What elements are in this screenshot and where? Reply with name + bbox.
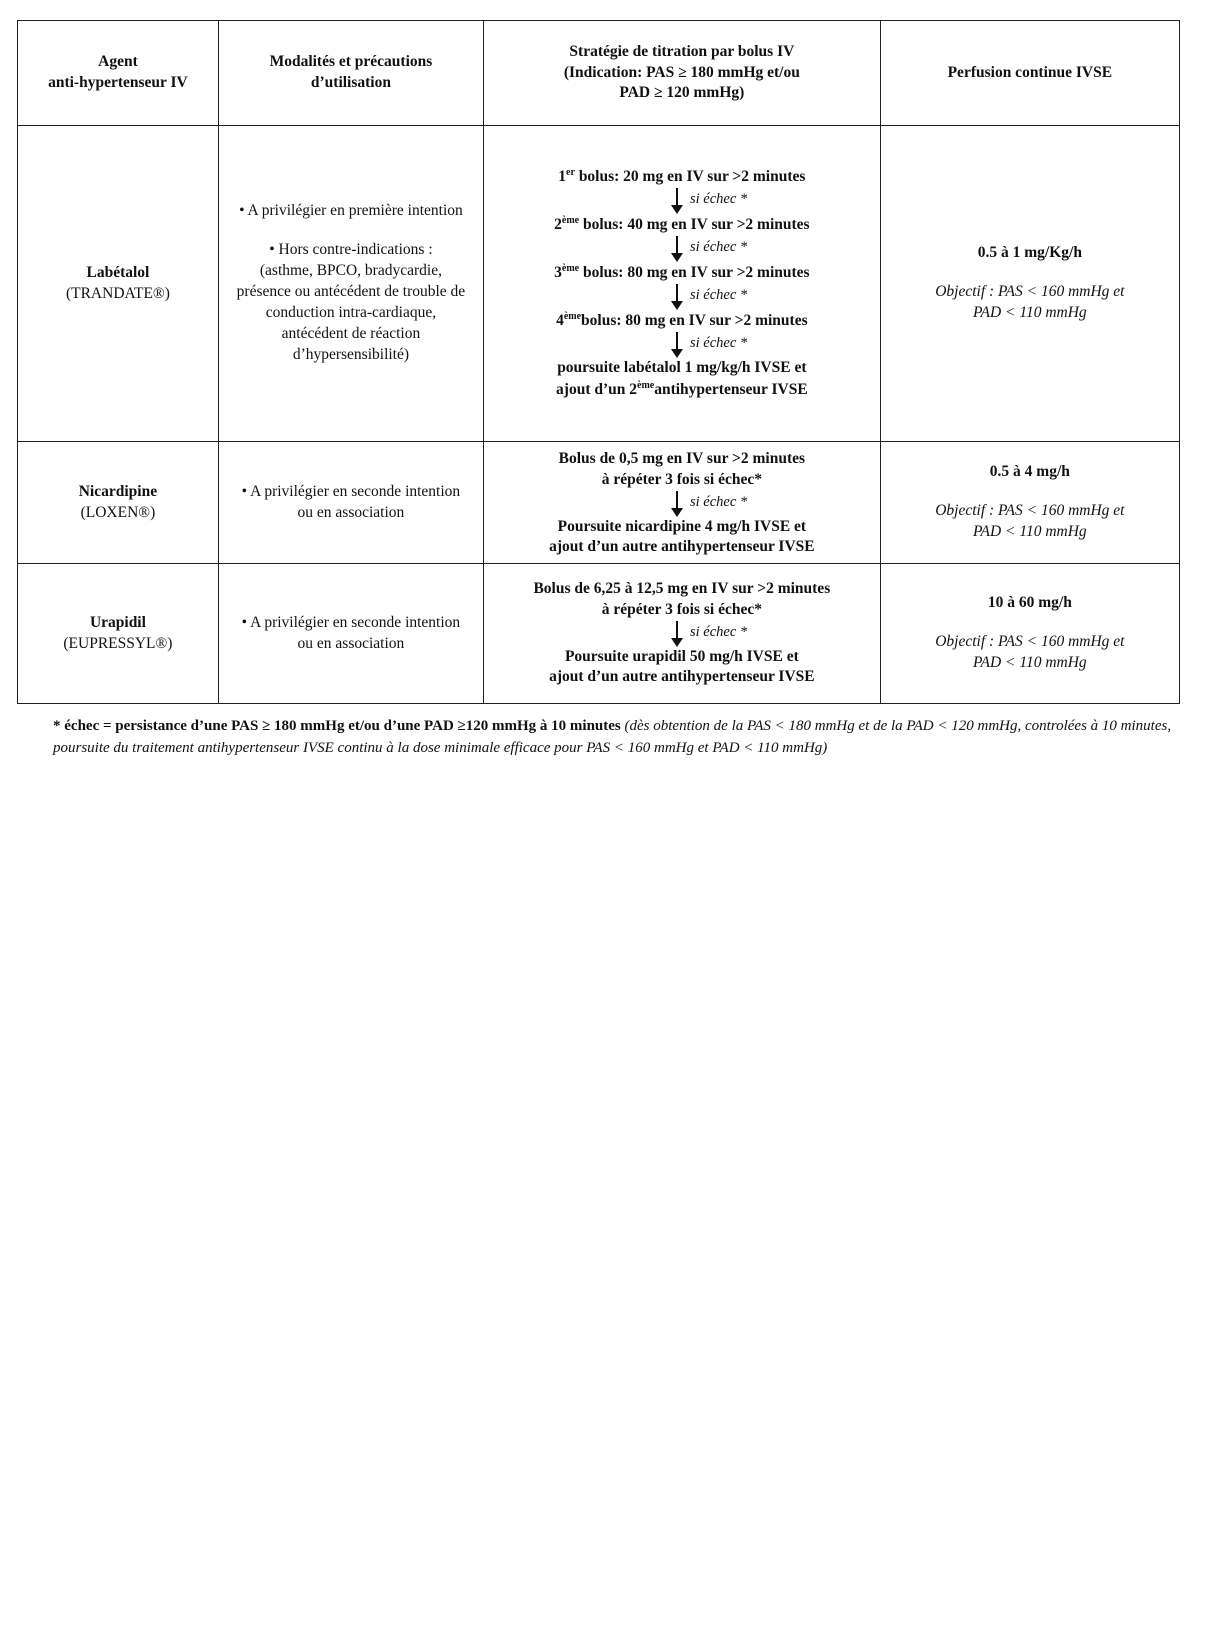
arrow-down-icon [670, 236, 684, 262]
header-agent [18, 21, 219, 126]
nicardipine-perfusion-cell [880, 442, 1179, 564]
labetalol-step-2: 2ème bolus: 40 mg en IV sur >2 minutes [554, 214, 810, 234]
labetalol-final-line1: poursuite labétalol 1 mg/kg/h IVSE et [557, 359, 807, 377]
labetalol-modalite-2-line3: présence ou antécédent de trouble de [236, 283, 466, 301]
labetalol-modalite-2-line4: conduction intra-cardiaque, [265, 303, 437, 321]
labetalol-echec-3: si échec * [690, 287, 748, 304]
arrow-down-icon [670, 284, 684, 310]
urapidil-objectif-line2: PAD < 110 mmHg [973, 653, 1087, 671]
arrow-down-icon [670, 188, 684, 214]
labetalol-objectif-line1: Objectif : PAS < 160 mmHg et [935, 283, 1125, 301]
header-agent-line1: Agent [98, 53, 138, 71]
urapidil-modalites-cell [218, 564, 483, 704]
labetalol-modalite-2-line1: • Hors contre-indications : [269, 241, 433, 259]
nicardipine-objectif-line1: Objectif : PAS < 160 mmHg et [935, 502, 1125, 520]
nicardipine-objectif-line2: PAD < 110 mmHg [973, 522, 1087, 540]
urapidil-agent-cell [18, 564, 219, 704]
labetalol-modalite-2-line2: (asthme, BPCO, bradycardie, [259, 262, 442, 280]
row-nicardipine [18, 442, 1180, 564]
labetalol-dose: 0.5 à 1 mg/Kg/h [977, 244, 1082, 262]
labetalol-step-4: 4èmebolus: 80 mg en IV sur >2 minutes [556, 311, 808, 330]
nicardipine-name: Nicardipine [78, 482, 158, 500]
urapidil-titration-cell [484, 564, 881, 704]
antihypertensive-table [17, 20, 1180, 704]
labetalol-modalites-cell [218, 126, 483, 442]
labetalol-modalite-2-line5: antécédent de réaction [281, 324, 421, 342]
urapidil-bolus-line1: Bolus de 6,25 à 12,5 mg en IV sur >2 minutes [533, 579, 831, 597]
urapidil-brand: (EUPRESSYL®) [63, 634, 173, 652]
nicardipine-bolus-line2: à répéter 3 fois si échec* [601, 470, 762, 488]
labetalol-echec-4: si échec * [690, 335, 748, 352]
labetalol-objectif-line2: PAD < 110 mmHg [973, 303, 1087, 321]
nicardipine-titration-cell [484, 442, 881, 564]
urapidil-objectif-line1: Objectif : PAS < 160 mmHg et [935, 633, 1125, 651]
row-urapidil [18, 564, 1180, 704]
labetalol-echec-2: si échec * [690, 239, 748, 255]
arrow-down-icon [670, 621, 684, 647]
arrow-down-icon [670, 332, 684, 358]
urapidil-perfusion-cell [880, 564, 1179, 704]
header-modalites-line1: Modalités et précautions [269, 53, 433, 71]
arrow-down-icon [670, 491, 684, 517]
labetalol-step-1: 1er bolus: 20 mg en IV sur >2 minutes [558, 166, 806, 185]
header-perfusion [880, 21, 1179, 126]
footnote-definition: * échec = persistance d’une PAS ≥ 180 mmHg et/ou d’une PAD ≥120 mmHg à 10 minutes [53, 718, 621, 734]
labetalol-perfusion-cell [880, 126, 1179, 442]
urapidil-modalite-line1: • A privilégier en seconde intention [241, 613, 461, 631]
labetalol-final-line2: ajout d’un 2èmeantihypertenseur IVSE [556, 380, 808, 399]
nicardipine-echec: si échec * [690, 493, 748, 510]
nicardipine-modalite-line2: ou en association [297, 503, 405, 521]
urapidil-final-line2: ajout d’un autre antihypertenseur IVSE [549, 668, 815, 686]
urapidil-dose: 10 à 60 mg/h [987, 594, 1072, 612]
labetalol-agent-cell [18, 126, 219, 442]
nicardipine-agent-cell [18, 442, 219, 564]
header-row [18, 21, 1180, 126]
header-modalites [218, 21, 483, 126]
header-titration-line2: (Indication: PAS ≥ 180 mmHg et/ou [563, 63, 800, 81]
nicardipine-final-line1: Poursuite nicardipine 4 mg/h IVSE et [557, 517, 807, 535]
urapidil-name: Urapidil [89, 613, 146, 631]
nicardipine-modalites-cell [218, 442, 483, 564]
footnote [53, 716, 1183, 760]
urapidil-modalite-line2: ou en association [297, 634, 405, 652]
header-agent-line2: anti-hypertenseur IV [48, 74, 188, 91]
row-labetalol [18, 126, 1180, 442]
nicardipine-bolus-line1: Bolus de 0,5 mg en IV sur >2 minutes [558, 449, 806, 467]
labetalol-modalite-1: • A privilégier en première intention [239, 202, 463, 220]
header-titration-line1: Stratégie de titration par bolus IV [569, 42, 795, 60]
labetalol-step-3: 3ème bolus: 80 mg en IV sur >2 minutes [554, 263, 810, 282]
labetalol-brand: (TRANDATE®) [65, 284, 170, 302]
nicardipine-dose: 0.5 à 4 mg/h [989, 463, 1070, 481]
labetalol-name: Labétalol [86, 263, 150, 281]
header-perfusion-text: Perfusion continue IVSE [947, 63, 1113, 81]
footnote-note: (dès obtention de la PAS < 180 mmHg et de la PAD < 120 mmHg, controlées à 10 minutes, poursuite du traitement antihypertenseur IVSE continu à la dose minimale efficace pour PAS < 160 mmHg et PAD < 110 mmHg) [53, 718, 1172, 756]
urapidil-final-line1: Poursuite urapidil 50 mg/h IVSE et [564, 647, 799, 665]
urapidil-bolus-line2: à répéter 3 fois si échec* [601, 600, 762, 618]
header-titration-line3: PAD ≥ 120 mmHg) [619, 84, 745, 102]
nicardipine-final-line2: ajout d’un autre antihypertenseur IVSE [549, 538, 815, 556]
labetalol-titration-cell [484, 126, 881, 442]
header-modalites-line2: d’utilisation [310, 74, 391, 91]
labetalol-modalite-2-line6: d’hypersensibilité) [292, 345, 410, 363]
nicardipine-modalite-line1: • A privilégier en seconde intention [241, 482, 461, 500]
nicardipine-brand: (LOXEN®) [80, 503, 156, 521]
urapidil-echec: si échec * [690, 623, 748, 640]
labetalol-echec-1: si échec * [690, 190, 748, 207]
header-titration [484, 21, 881, 126]
